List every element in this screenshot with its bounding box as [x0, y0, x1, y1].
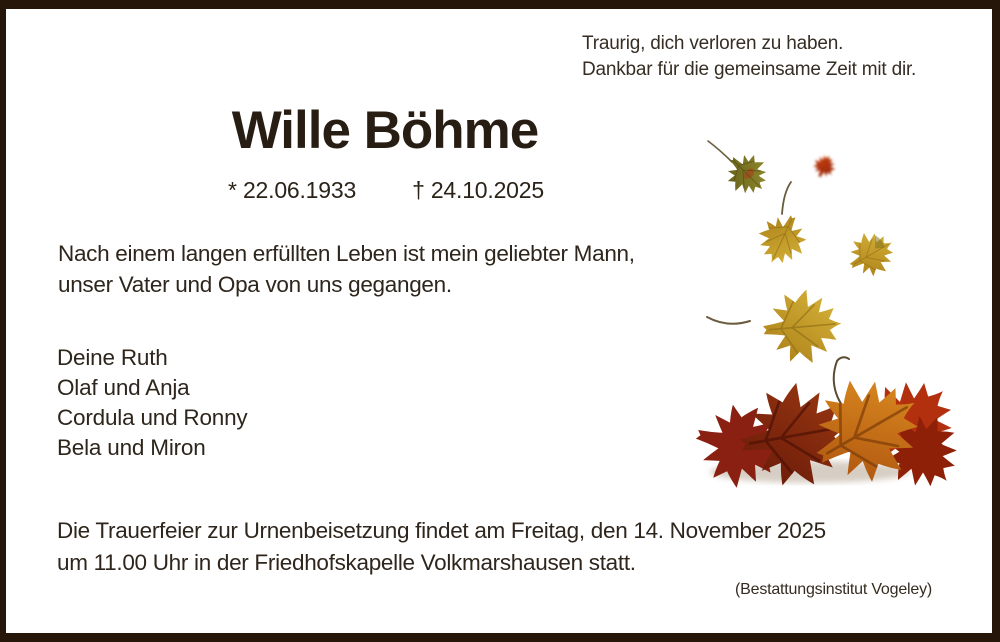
life-dates	[228, 177, 544, 204]
intro-line: Traurig, dich verloren zu haben.	[582, 33, 844, 54]
intro-line: Dankbar für die gemeinsame Zeit mit dir.	[582, 59, 917, 80]
funeral-line: um 11.00 Uhr in der Friedhofskapelle Volkmarshausen statt.	[57, 550, 636, 575]
birth-date: * 22.06.1933	[228, 177, 357, 203]
floating-leaf-gold-middle	[750, 182, 815, 273]
floating-leaf-gold-right	[840, 223, 903, 285]
announcement-text	[58, 238, 635, 300]
mourner-name: Deine Ruth	[57, 345, 168, 370]
mourner-name: Olaf und Anja	[57, 375, 190, 400]
death-date: † 24.10.2025	[412, 177, 544, 203]
intro-verse	[582, 31, 916, 83]
funeral-info	[57, 515, 826, 579]
funeral-line: Die Trauerfeier zur Urnenbeisetzung findet am Freitag, den 14. November 2025	[57, 518, 826, 543]
mourner-name: Bela und Miron	[57, 435, 206, 460]
deceased-name: Wille Böhme	[231, 101, 539, 160]
floating-leaf-olive	[708, 141, 776, 203]
floating-leaf-gold-large	[707, 287, 845, 367]
floating-leaf-red-small	[809, 151, 839, 182]
announcement-line: unser Vater und Opa von uns gegangen.	[58, 272, 452, 297]
mourner-name: Cordula und Ronny	[57, 405, 248, 430]
autumn-leaves-illustration	[680, 118, 995, 490]
funeral-home-attribution: (Bestattungsinstitut Vogeley)	[735, 581, 932, 598]
announcement-line: Nach einem langen erfüllten Leben ist mein geliebter Mann,	[58, 241, 635, 266]
mourners-list	[57, 343, 247, 463]
